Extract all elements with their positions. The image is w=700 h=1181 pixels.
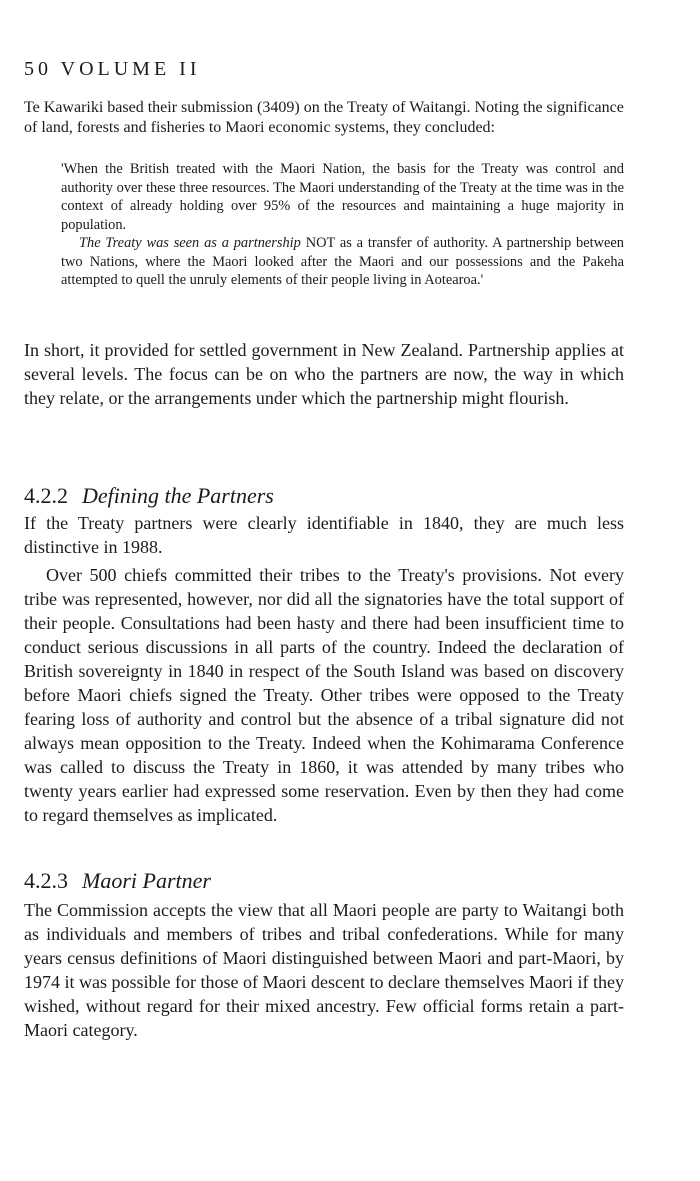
quote-paragraph-2-rest: NOT as a transfer of authority. A partnership between two Nations, where the Maori looked after the Maori and our possessions and the Pakeha attempted to quell the unruly elements of their people living in Aotearoa.'	[61, 235, 624, 288]
section-title: Maori Partner	[82, 868, 211, 893]
section-title: Defining the Partners	[82, 483, 274, 508]
quote-paragraph-2	[61, 234, 624, 290]
section-4-2-2-paragraph-2: Over 500 chiefs committed their tribes to the Treaty's provisions. Not every tribe was represented, however, nor did all the signatories have the total support of their people. Consultations had been hasty and there had been insufficient time to conduct serious discussions in all parts of the country. Indeed the declaration of British sovereignty in 1840 in respect of the South Island was based on discovery before Maori chiefs signed the Treaty. Other tribes were opposed to the Treaty fearing loss of authority and control but the absence of a tribal signature did not always mean opposition to the Treaty. Indeed when the Kohimarama Conference was called to discuss the Treaty in 1860, it was attended by many tribes who twenty years earlier had expressed some reservation. Even by then they had come to regard themselves as implicated.	[24, 565, 624, 825]
quote-paragraph-1: 'When the British treated with the Maori Nation, the basis for the Treaty was control and authority over these three resources. The Maori understanding of the Treaty at the time was in the context of already holding over 95% of the resources and maintaining a huge majority in population.	[61, 161, 624, 233]
quote-italic-phrase: The Treaty was seen as a partnership	[79, 235, 301, 251]
intro-paragraph: Te Kawariki based their submission (3409) on the Treaty of Waitangi. Noting the significance of land, forests and fisheries to Maori economic systems, they concluded:	[24, 99, 624, 136]
section-heading-4-2-2	[24, 483, 274, 509]
section-4-2-2-paragraph-1: If the Treaty partners were clearly identifiable in 1840, they are much less distinctive in 1988.	[24, 513, 624, 557]
section-4-2-3-paragraph-1: The Commission accepts the view that all Maori people are party to Waitangi both as individuals and members of tribes and tribal confederations. While for many years census definitions of Maori distinguished between Maori and part-Maori, by 1974 it was possible for those of Maori descent to declare themselves Maori if they wished, without regard for their mixed ancestry. Few official forms retain a part-Maori category.	[24, 900, 624, 1040]
body-paragraph: In short, it provided for settled government in New Zealand. Partnership applies at several levels. The focus can be on who the partners are now, the way in which they relate, or the arrangements under which the partnership might flourish.	[24, 340, 624, 408]
block-quote	[61, 160, 624, 290]
section-number: 4.2.3	[24, 868, 68, 893]
running-head: 50 VOLUME II	[24, 58, 201, 80]
section-heading-4-2-3	[24, 868, 211, 894]
section-number: 4.2.2	[24, 483, 68, 508]
